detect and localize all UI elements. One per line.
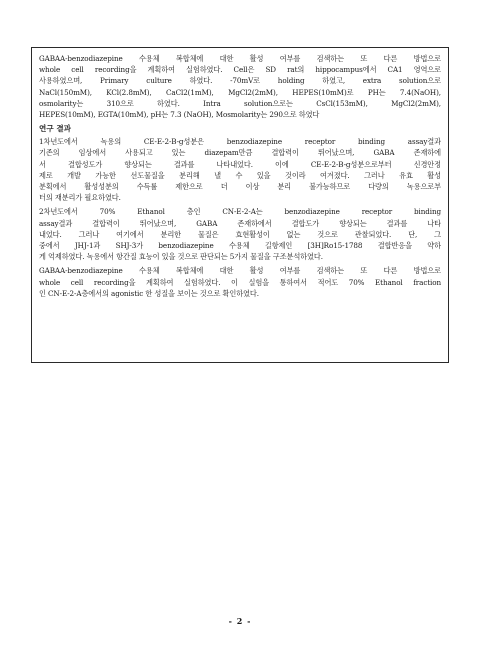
- text-line: 사용하였으며, Primary culture 하였다. -70mV로 holding 하였고, extra solution으로: [39, 76, 441, 86]
- text-line: assay결과 결합력이 뛰어났으며, GABA 존재하에서 결합도가 향상되는 결과를 나타: [39, 218, 441, 228]
- text-line: NaCl(150mM), KCl(2.8mM), CaCl2(1mM), MgCl2(2mM), HEPES(10mM)로 PH는 7.4(NaOH),: [39, 87, 441, 97]
- text-line: 1차년도에서 녹용의 CE-E-2-B-g성분은 benzodiazepine receptor binding assay결과: [39, 137, 441, 147]
- page-number: - 2 -: [228, 616, 252, 626]
- text-line: 게 억제하였다. 녹용에서 항간질 효능이 있을 것으로 판단되는 5가지 물질을 구조분석하였다.: [39, 252, 323, 262]
- result-paragraph-3: [39, 265, 441, 299]
- text-line: 분획에서 활성성분의 수득률 제한으로 더 이상 분리 불가능하므로 다량의 녹용으로부: [39, 182, 441, 192]
- text-line: 인 CN-E-2-A층에서의 agonistic 한 성질을 보이는 것으로 확인하였다.: [39, 288, 259, 298]
- result-paragraph-1: [39, 136, 441, 203]
- text-line: HEPES(10mM), EGTA(10mM), pH는 7.3 (NaOH), Mosmolarity는 290으로 하였다: [39, 110, 320, 120]
- text-line: GABAA-benzodiazepine 수용체 복합체에 대한 활성 여부를 검색하는 또 다른 방법으로: [39, 266, 441, 276]
- text-line: osmolarity는 310으로 하였다. Intra solution으로는 CsCl(153mM), MgCl2(2mM),: [39, 98, 441, 108]
- results-heading: 연구 결과: [39, 124, 71, 134]
- result-paragraph-2: [39, 206, 441, 262]
- text-line: 내었다. 그러나 여기에서 분리한 물질은 효현활성이 없는 것으로 관찰되었다. 단, 그: [39, 229, 441, 239]
- text-line: GABAA-benzodiazepine 수용체 복합체에 대한 활성 여부를 검색하는 또 다른 방법으로: [39, 54, 441, 63]
- text-line: whole cell recording을 계획하여 실험하였다. Cell은 SD rat의 hippocampus에서 CA1 영역으로: [39, 65, 441, 75]
- text-line: 터의 재분리가 필요하였다.: [39, 193, 121, 203]
- text-line: 2차년도에서 70% Ethanol 층인 CN-E-2-A는 benzodiazepine receptor binding: [39, 207, 441, 217]
- text-line: 중에서 JHJ-1과 SHJ-3가 benzodiazepine 수용체 길항제인 [3H]Ro15-1788 결합반응을 약하: [39, 241, 441, 251]
- text-line: 기존의 임상에서 사용되고 있는 diazepam만큼 결합력이 뛰어났으며, GABA 존재하에: [39, 148, 441, 158]
- text-line: 제로 개발 가능한 선도물질을 분리해 낼 수 있을 것이라 여겨졌다. 그러나 유효 활성: [39, 170, 441, 180]
- content-box: [31, 47, 449, 363]
- intro-paragraph: [39, 53, 441, 120]
- text-line: 서 결합성도가 향상되는 결과를 나타내었다. 이에 CE-E-2-B-g성분으로부터 신경안정: [39, 159, 441, 169]
- text-line: whole cell recording을 계획하여 실험하였다. 이 실험을 통하여서 적어도 70% Ethanol fraction: [39, 277, 441, 287]
